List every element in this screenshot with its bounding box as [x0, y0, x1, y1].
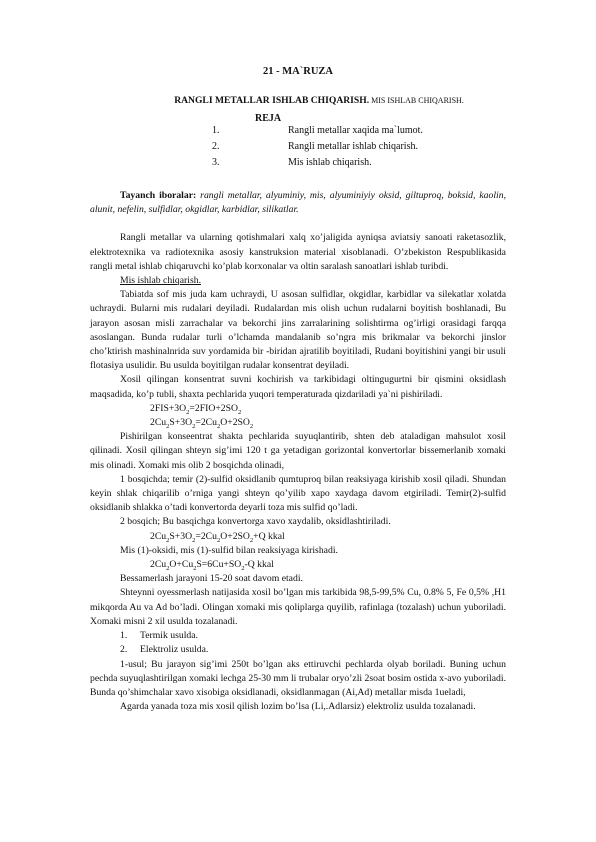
list-item: [90, 643, 506, 657]
plan-item-number: 1.: [212, 125, 220, 136]
equation-3: $2Cu_2S+3O_2=2Cu_2O+2SO_2+Q$ kkal: [150, 530, 285, 544]
paragraph-nature: Tabiatda sof mis juda kam uchraydi, U asosan sulfidlar, okgidlar, karbidlar va silekatlar xolatda uchraydi. Bularni mis rudalari deyiladi. Rudalardan mis olish uchun rudalarni boyitish boshlanadi, Bu jarayon asosan misli zarrachalar va bekorchi jins zarralarining solishtirma og’irligi orasidagi farqqa asoslangan. Bunda rudalar turli o’lchamda mandalanib so’ngra mis brikmalar va bekorchi jinslor cho’ktirish mashinalnrida suv yordamida bir -biridan ajratilib boyitiladi, Rudani boyitishini yangi bir usuli flotasiya usulidir. Bu usulda boyitilgan rudalar konsentrat deyiladi.: [90, 289, 506, 372]
subtitle-dot: .: [366, 95, 370, 106]
plan-item-text: Rangli metallar xaqida ma`lumot.: [288, 125, 423, 136]
plan-heading: REJA: [255, 113, 282, 124]
plan-item: [0, 125, 596, 141]
plan-item: [0, 141, 596, 157]
paragraph-roasting: Xosil qilingan konsentrat suvni kochirish va tarkibidagi oltingugurtni bir qismini oksidlash maqsadida, ko’p tubli, shaxta pechlarida yuqori temperaturada qizdariladi ya`ni pishiriladi.: [90, 374, 506, 400]
paragraph-method-1: 1-usul; Bu jarayon sig’imi 250t bo’lgan aks ettiruvchi pechlarda olyab boriladi. Buning uchun pechda suyuqlashtirilgan xomaki lechga 25-30 mm li trubalar oryo’zli 2soat bosim ostida x-avo yuboriladi. Bunda qo’shimchalar xavo xisobiga oksidlanadi, oksidlanmagan (Ai,Ad) metallar misda 1ueladi,: [90, 658, 506, 698]
lecture-title: 21 - MA`RUZA: [263, 66, 333, 77]
equation-4: $2Cu_2O+Cu_2S=6Cu+SO_2-Q$ kkal: [150, 559, 274, 573]
paragraph-intro: Rangli metallar va ularning qotishmalari xalq xo’jaligida ayniqsa aviatsiy sanoati raketasozlik, elektrotexnika va radiotexnika asosiy kanstruksion material xisoblanadi. O’zbekiston Respublikasida rangli metal ishlab chiqaruvchi ko’plab korxonalar va oltin saralash sanoatlari ishlab turibdi.: [90, 232, 506, 272]
paragraph-smelting: Pishirilgan konseentrat shakta pechlarida suyuqlantirib, shten deb ataladigan mahsulot xosil qilinadi. Xosil qilingan shteyn sig’imi 120 t ga yetadigan gorizontal konvertorlar bissemerlanib xomaki mis olinadi. Xomaki mis olib 2 bosqichda olinadi,: [90, 431, 506, 471]
list-item-text: Termik usulda.: [140, 630, 198, 642]
plan-item: [0, 157, 596, 173]
section-heading-text: Mis ishlab chiqarish.: [120, 275, 201, 287]
subtitle-main: RANGLI METALLAR ISHLAB CHIQARISH: [174, 95, 367, 106]
plan-item-number: 2.: [212, 141, 220, 152]
lecture-subtitle: [0, 95, 596, 106]
subtitle-small: MIS ISHLAB CHIQARISH.: [369, 96, 464, 105]
list-item-number: 2.: [120, 644, 128, 656]
keywords-label: Tayanch iboralar:: [120, 190, 197, 201]
paragraph-stage-2: 2 bosqich; Bu basqichga konvertorga xavo xaydalib, oksidlashtiriladi.: [120, 516, 391, 528]
paragraph-reaction: Mis (1)-oksidi, mis (1)-sulfid bilan reaksiyaga kirishadi.: [120, 544, 338, 556]
paragraph-duration: Bessamerlash jarayoni 15-20 soat davom etadi.: [120, 573, 303, 585]
paragraph-stage-1: 1 bosqichda; temir (2)-sulfid oksidlanib qumtuproq bilan reaksiyaga kirishib xosil qiladi. Shundan keyin shlak chiqarilib o’rniga yangi shteyn qo’yilib xapo xaydaga davom etgiriladi. Temir(2)-sulfid oksidlanib shlakka o’tadi konvertorda deyarli toza mis sulfid qo’ladi.: [90, 473, 506, 514]
plan-list: [0, 125, 596, 173]
equation-1: $2FIS+3O_2=2FIO+2SO_2$: [150, 402, 242, 416]
keywords-paragraph: [90, 189, 506, 217]
list-item: [90, 629, 506, 643]
plan-item-text: Mis ishlab chiqarish.: [288, 157, 372, 168]
document-body: [90, 189, 506, 714]
list-item-text: Elektroliz usulda.: [140, 644, 209, 656]
equation-2: $2Cu_2S+3O_2=2Cu_2O+2SO_2$: [150, 417, 254, 430]
list-item-number: 1.: [120, 630, 128, 642]
keywords-text: rangli metallar, alyuminiy, mis, alyuminiyiy oksid, giltuproq, boksid, kaolin, alunit, nefelin, sulfidlar, okgidlar, karbidlar, silikatlar.: [90, 190, 506, 216]
paragraph-electrolysis: Agarda yanada toza mis xosil qilish lozim bo’lsa (Li,.Adlarsiz) elektroliz usulda tozalanadi.: [120, 701, 476, 713]
paragraph-composition: Shteynni oyessmerlash natijasida xosil bo’lgan mis tarkibida 98,5-99,5% Cu, 0.8% 5, Fe 0,5% ,H1 mikqorda Au va Ad bo’ladi. Olingan xomaki mis qoliplarga quyilib, rafinlaga (tozalash) uchun yuboriladi. Xomaki misni 2 xil usulda tozalanadi.: [90, 587, 506, 627]
plan-item-number: 3.: [212, 157, 220, 168]
plan-item-text: Rangli metallar ishlab chiqarish.: [288, 141, 418, 152]
section-heading: [90, 274, 506, 288]
